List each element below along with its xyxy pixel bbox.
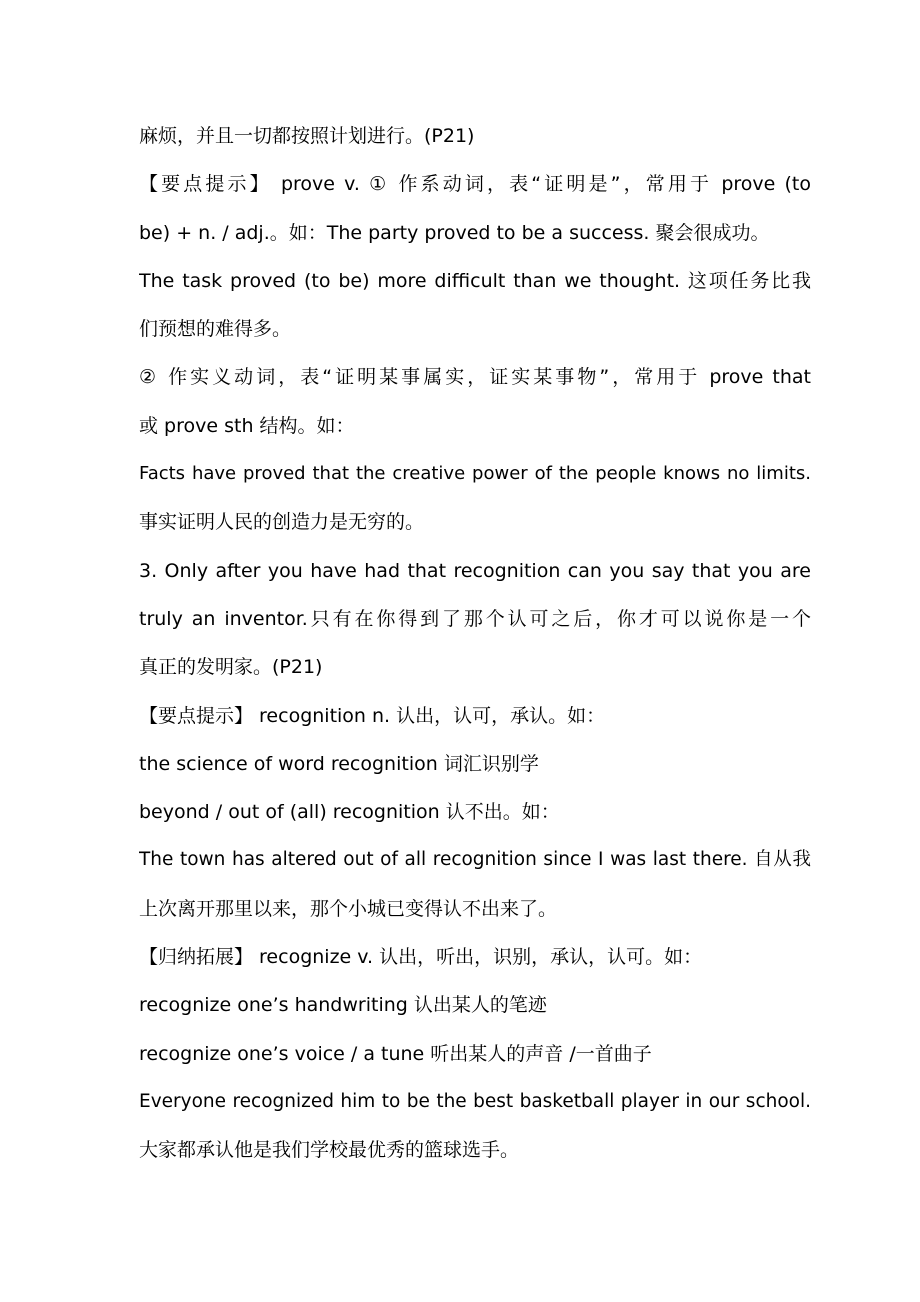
text-line: The town has altered out of all recognition since I was last there. 自从我	[139, 849, 811, 871]
text-line: 真正的发明家。(P21)	[139, 656, 323, 679]
text-line: 或 prove sth 结构。如：	[139, 414, 355, 437]
text-line: recognize one’s voice / a tune 听出某人的声音 /一首曲子	[139, 1042, 652, 1065]
text-line: Everyone recognized him to be the best basketball player in our school.	[139, 1090, 811, 1112]
text-line: beyond / out of (all) recognition 认不出。如：	[139, 801, 560, 824]
text-line: 【归纳拓展】 recognize v. 认出，听出，识别，承认，认可。如：	[139, 946, 703, 969]
text-line: the science of word recognition 词汇识别学	[139, 752, 539, 775]
document-page	[139, 112, 811, 1175]
text-line: 大家都承认他是我们学校最优秀的篮球选手。	[139, 1139, 520, 1162]
text-line: 事实证明人民的创造力是无穷的。	[139, 511, 425, 534]
text-line: truly an inventor.只有在你得到了那个认可之后，你才可以说你是一个	[139, 607, 811, 630]
text-line: recognize one’s handwriting 认出某人的笔迹	[139, 994, 547, 1017]
text-line: The task proved (to be) more difficult than we thought. 这项任务比我	[139, 269, 811, 292]
text-line: 上次离开那里以来，那个小城已变得认不出来了。	[139, 897, 558, 920]
text-line: 3. Only after you have had that recognition can you say that you are	[139, 559, 811, 582]
text-line: be) + n. / adj.。如：The party proved to be a success. 聚会很成功。	[139, 221, 770, 244]
text-line: 【要点提示】 prove v. ① 作系动词，表“证明是”，常用于 prove (to	[139, 173, 811, 196]
text-line: 们预想的难得多。	[139, 318, 292, 341]
text-line: ② 作实义动词，表“证明某事属实，证实某事物”，常用于 prove that	[139, 366, 811, 389]
text-line: 麻烦，并且一切都按照计划进行。(P21)	[139, 125, 475, 147]
text-line: 【要点提示】 recognition n. 认出，认可，承认。如：	[139, 704, 606, 727]
text-line: Facts have proved that the creative power of the people knows no limits.	[139, 463, 811, 485]
